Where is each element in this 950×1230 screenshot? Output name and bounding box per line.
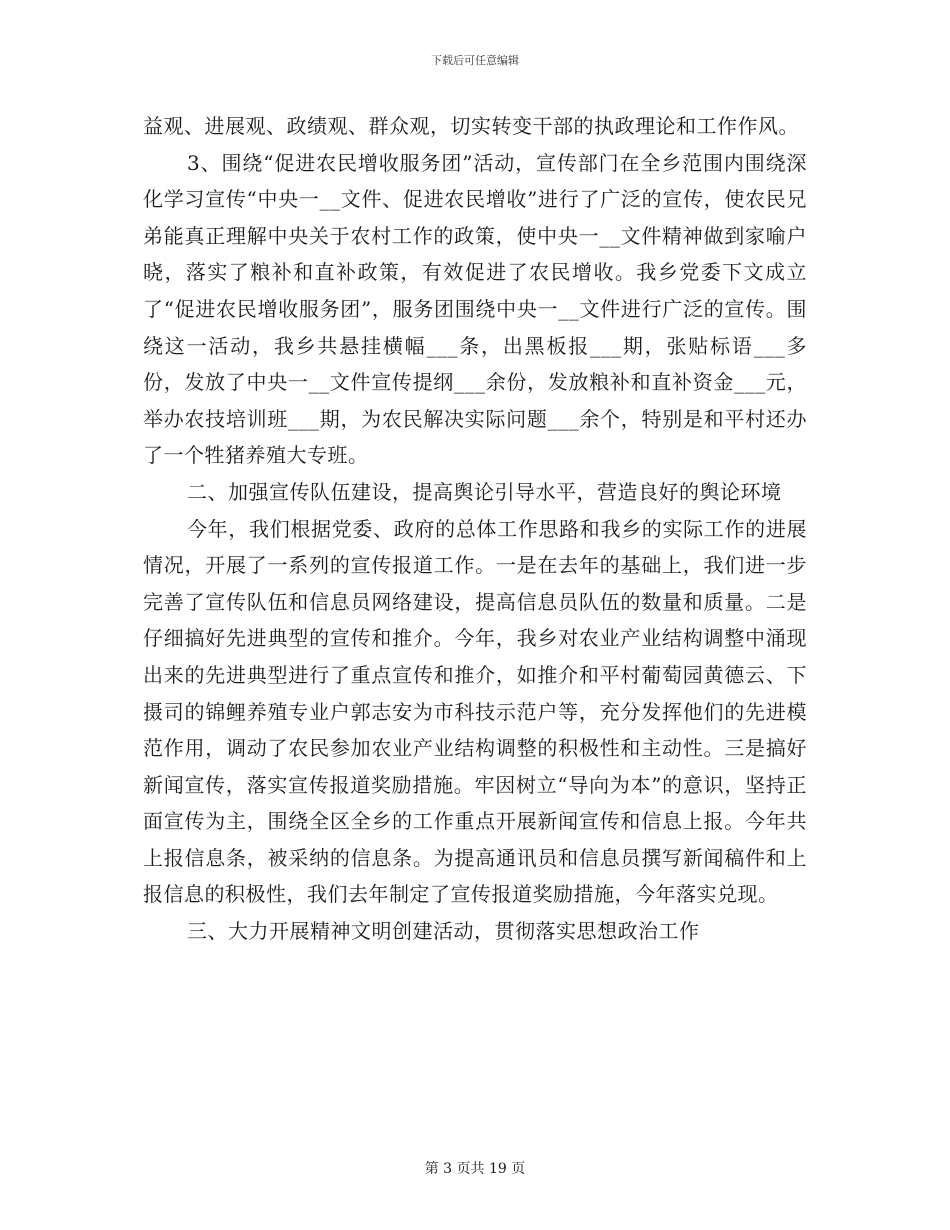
paragraph-3: 今年，我们根据党委、政府的总体工作思路和我乡的实际工作的进展情况，开展了一系列的宣传报道工作。一是在去年的基础上，我们进一步完善了宣传队伍和信息员网络建设，提高信息员队伍的数量和质量。二是仔细搞好先进典型的宣传和推介。今年，我乡对农业产业结构调整中涌现出来的先进典型进行了重点宣传和推介，如推介和平村葡萄园黄德云、下摄司的锦鲤养殖专业户郭志安为市科技示范户等，充分发挥他们的先进模范作用，调动了农民参加农业产业结构调整的积极性和主动性。三是搞好新闻宣传，落实宣传报道奖励措施。牢因树立“导向为本”的意识，坚持正面宣传为主，围绕全区全乡的工作重点开展新闻宣传和信息上报。今年共上报信息条，被采纳的信息条。为提高通讯员和信息员撰写新闻稿件和上报信息的积极性，我们去年制定了宣传报道奖励措施，今年落实兑现。 [143, 516, 807, 907]
page-footer: 第 3 页共 19 页 [424, 1161, 526, 1177]
document-body [143, 108, 807, 950]
paragraph-2: 3、围绕“促进农民增收服务团”活动，宣传部门在全乡范围内围绕深化学习宣传“中央一__文件、促进农民增收”进行了广泛的宣传，使农民兄弟能真正理解中央关于农村工作的政策，使中央一__文件精神做到家喻户晓，落实了粮补和直补政策，有效促进了农民增收。我乡党委下文成立了“促进农民增收服务团”，服务团围绕中央一__文件进行广泛的宣传。围绕这一活动，我乡共悬挂横幅___条，出黑板报___期，张贴标语___多份，发放了中央一__文件宣传提纲___余份，发放粮补和直补资金___元，举办农技培训班___期，为农民解决实际问题___余个，特别是和平村还办了一个牲猪养殖大专班。 [143, 150, 807, 468]
paragraph-1: 益观、进展观、政绩观、群众观，切实转变干部的执政理论和工作作风。 [143, 114, 799, 138]
section-heading-3: 三、大力开展精神文明创建活动，贯彻落实思想政治工作 [187, 919, 700, 944]
section-heading-2: 二、加强宣传队伍建设，提高舆论引导水平，营造良好的舆论环境 [187, 479, 782, 504]
page-header: 下载后可任意编辑 [431, 54, 519, 67]
